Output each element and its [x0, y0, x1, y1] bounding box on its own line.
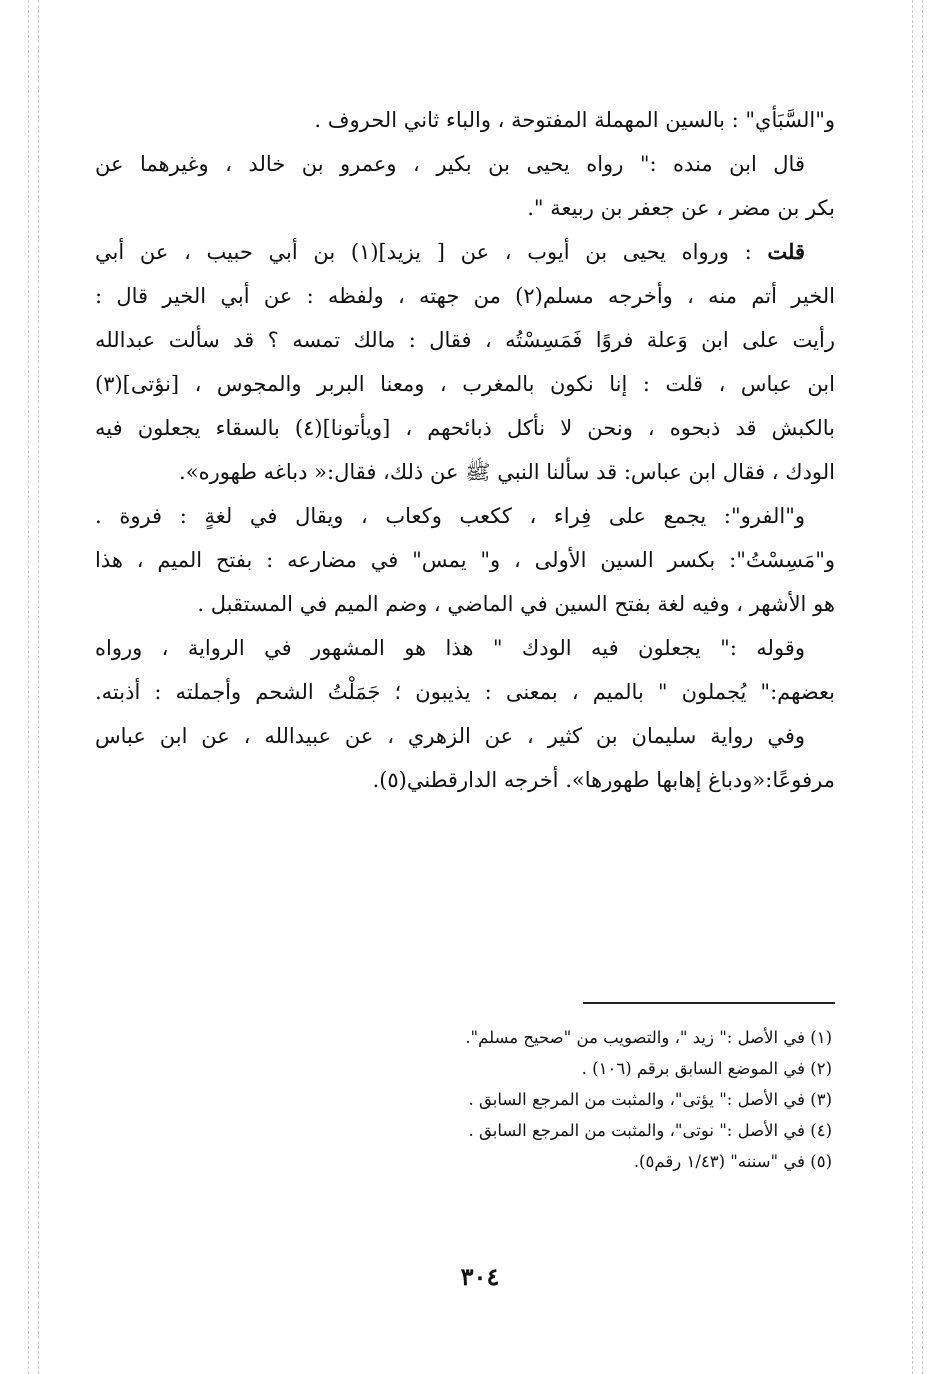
line-text: بعضهم:" يُجملون " بالميم ، بمعنى : يذيبون ؛ جَمَلْتُ الشحم وأجملته : أذبته. — [95, 680, 835, 704]
text-line — [95, 450, 835, 494]
line-text: وقوله :" يجعلون فيه الودك " هذا هو المشهور في الرواية ، ورواه — [95, 636, 805, 660]
footnote-item: (٥) في "سننه" (١/٤٣ رقم٥). — [633, 1152, 832, 1171]
line-text: قال ابن منده :" رواه يحيى بن بكير ، وعمرو بن خالد ، وغيرهما عن — [95, 152, 805, 176]
footnote-item: (٢) في الموضع السابق برقم (١٠٦) . — [581, 1059, 832, 1078]
text-line — [95, 186, 835, 230]
line-text: وفي رواية سليمان بن كثير ، عن الزهري ، عن عبيدالله ، عن ابن عباس — [95, 724, 806, 748]
line-text: ابن عباس ، قلت : إنا نكون بالمغرب ، ومعنا البربر والمجوس ، [نؤتى](٣) — [95, 372, 835, 396]
text-line — [95, 142, 835, 186]
line-text: مرفوعًا:«ودباغ إهابها طهورها». أخرجه الدارقطني(٥). — [372, 768, 835, 792]
scan-edge-dashed-line — [922, 0, 923, 1374]
footnote-item: (١) في الأصل :" زيد "، والتصويب من "صحيح مسلم". — [465, 1028, 832, 1047]
text-line — [95, 538, 835, 582]
scan-edge-dashed-line — [912, 0, 913, 1374]
scan-edge-dashed-line — [28, 0, 29, 1374]
line-text: و"السَّبَأي" : بالسين المهملة المفتوحة ، والباء ثاني الحروف . — [314, 108, 835, 132]
footnote-separator — [583, 1002, 835, 1004]
line-text: بكر بن مضر ، عن جعفر بن ربيعة ". — [527, 196, 835, 220]
text-line — [95, 406, 835, 450]
lead-word: قلت — [767, 239, 805, 264]
line-text: و"الفرو": يجمع على فِراء ، ككعب وكعاب ، ويقال في لغةٍ : فروة . — [95, 504, 805, 528]
footnote-item: (٣) في الأصل :" يؤتى"، والمثبت من المرجع السابق . — [468, 1090, 832, 1109]
line-text: بالكبش قد ذبحوه ، ونحن لا نأكل ذبائحهم ، [ويأتونا](٤) بالسقاء يجعلون فيه — [95, 416, 835, 440]
text-line — [95, 670, 835, 714]
text-line — [95, 274, 835, 318]
text-line — [95, 494, 835, 538]
footnotes-section — [300, 1022, 832, 1177]
footnote-item: (٤) في الأصل :" نوتى"، والمثبت من المرجع السابق . — [468, 1121, 832, 1140]
line-text: الودك ، فقال ابن عباس: قد سألنا النبي ﷺ عن ذلك، فقال:« دباغه طهوره». — [179, 460, 835, 484]
line-text: : ورواه يحيى بن أيوب ، عن [ يزيد](١) بن أبي حبيب ، عن أبي — [95, 240, 768, 264]
page-number: ٣٠٤ — [460, 1262, 500, 1291]
text-line — [95, 98, 835, 142]
line-text: رأيت على ابن وَعلة فروًا فَمَسِسْتُه ، فقال : مالك تمسه ؟ قد سألت عبدالله — [95, 328, 835, 352]
line-text: و"مَسِسْتُ": بكسر السين الأولى ، و" يمس" في مضارعه : بفتح الميم ، هذا — [95, 548, 835, 572]
line-text: الخير أتم منه ، وأخرجه مسلم(٢) من جهته ، ولفظه : عن أبي الخير قال : — [95, 284, 835, 308]
line-text: هو الأشهر ، وفيه لغة بفتح السين في الماضي ، وضم الميم في المستقبل . — [197, 592, 835, 616]
text-line — [95, 758, 835, 802]
text-line — [95, 362, 835, 406]
main-text-body — [95, 98, 835, 802]
text-line — [95, 230, 835, 274]
scan-edge-dashed-line — [38, 0, 39, 1374]
text-line — [95, 714, 835, 758]
text-line — [95, 626, 835, 670]
text-line — [95, 582, 835, 626]
text-line — [95, 318, 835, 362]
